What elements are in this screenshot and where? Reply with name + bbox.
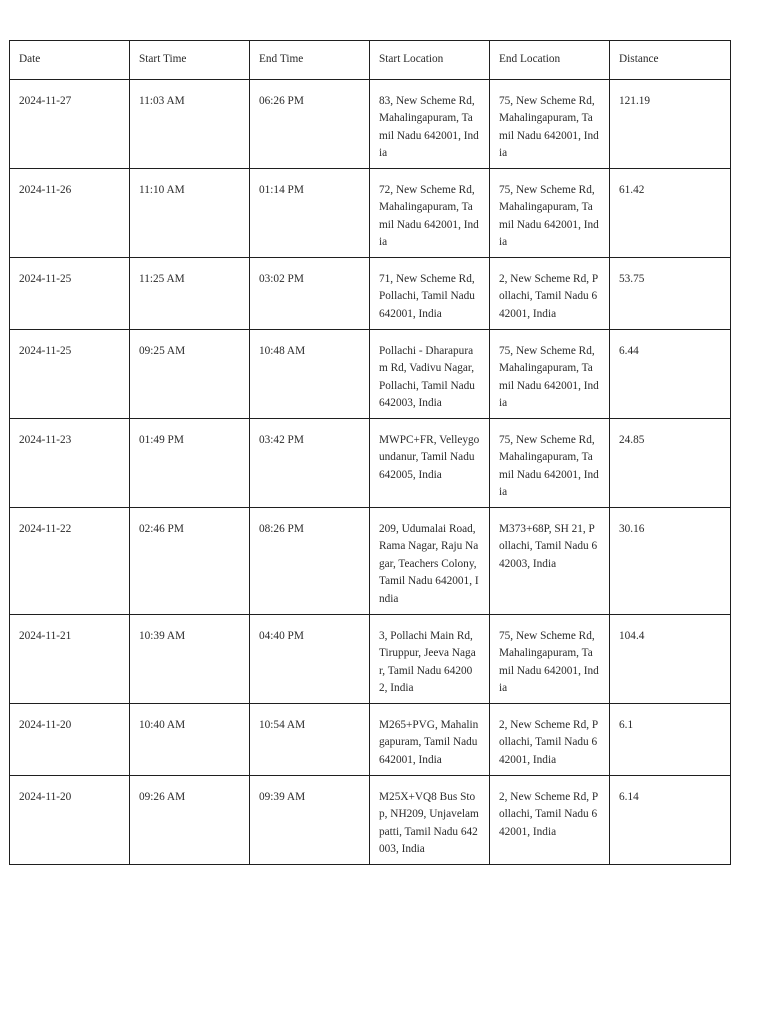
cell-start-time: 10:40 AM	[130, 704, 250, 776]
cell-distance: 6.1	[610, 704, 731, 776]
cell-start-time: 02:46 PM	[130, 508, 250, 615]
cell-start-location: 72, New Scheme Rd, Mahalingapuram, Tamil Nadu 642001, India	[370, 169, 490, 258]
table-row	[10, 776, 731, 865]
cell-distance: 6.14	[610, 776, 731, 865]
cell-start-time: 09:25 AM	[130, 330, 250, 419]
column-header-distance: Distance	[610, 41, 731, 80]
cell-distance: 30.16	[610, 508, 731, 615]
cell-distance: 104.4	[610, 615, 731, 704]
cell-start-time: 10:39 AM	[130, 615, 250, 704]
cell-end-time: 10:54 AM	[250, 704, 370, 776]
cell-start-time: 11:03 AM	[130, 80, 250, 169]
cell-date: 2024-11-20	[10, 704, 130, 776]
column-header-end-location: End Location	[490, 41, 610, 80]
cell-end-time: 03:02 PM	[250, 258, 370, 330]
cell-distance: 53.75	[610, 258, 731, 330]
cell-end-time: 09:39 AM	[250, 776, 370, 865]
cell-start-time: 01:49 PM	[130, 419, 250, 508]
cell-end-location: 75, New Scheme Rd, Mahalingapuram, Tamil Nadu 642001, India	[490, 169, 610, 258]
cell-end-time: 10:48 AM	[250, 330, 370, 419]
cell-end-time: 01:14 PM	[250, 169, 370, 258]
column-header-date: Date	[10, 41, 130, 80]
cell-start-location: M25X+VQ8 Bus Stop, NH209, Unjavelampatti, Tamil Nadu 642003, India	[370, 776, 490, 865]
cell-end-location: 75, New Scheme Rd, Mahalingapuram, Tamil Nadu 642001, India	[490, 419, 610, 508]
cell-distance: 6.44	[610, 330, 731, 419]
cell-end-location: 75, New Scheme Rd, Mahalingapuram, Tamil Nadu 642001, India	[490, 330, 610, 419]
table-row	[10, 330, 731, 419]
cell-start-location: Pollachi - Dharapuram Rd, Vadivu Nagar, Pollachi, Tamil Nadu 642003, India	[370, 330, 490, 419]
cell-date: 2024-11-20	[10, 776, 130, 865]
cell-distance: 61.42	[610, 169, 731, 258]
table-row	[10, 615, 731, 704]
cell-start-location: MWPC+FR, Velleygoundanur, Tamil Nadu 642005, India	[370, 419, 490, 508]
cell-start-time: 11:10 AM	[130, 169, 250, 258]
cell-date: 2024-11-22	[10, 508, 130, 615]
cell-start-location: 71, New Scheme Rd, Pollachi, Tamil Nadu 642001, India	[370, 258, 490, 330]
cell-start-time: 11:25 AM	[130, 258, 250, 330]
cell-start-location: 3, Pollachi Main Rd, Tiruppur, Jeeva Nagar, Tamil Nadu 642002, India	[370, 615, 490, 704]
cell-start-time: 09:26 AM	[130, 776, 250, 865]
column-header-start-location: Start Location	[370, 41, 490, 80]
table-row	[10, 169, 731, 258]
cell-end-location: 2, New Scheme Rd, Pollachi, Tamil Nadu 642001, India	[490, 776, 610, 865]
cell-date: 2024-11-25	[10, 330, 130, 419]
cell-date: 2024-11-26	[10, 169, 130, 258]
table-row	[10, 80, 731, 169]
column-header-end-time: End Time	[250, 41, 370, 80]
cell-end-location: 75, New Scheme Rd, Mahalingapuram, Tamil Nadu 642001, India	[490, 80, 610, 169]
cell-distance: 121.19	[610, 80, 731, 169]
cell-end-time: 08:26 PM	[250, 508, 370, 615]
cell-start-location: 209, Udumalai Road, Rama Nagar, Raju Nagar, Teachers Colony, Tamil Nadu 642001, India	[370, 508, 490, 615]
cell-date: 2024-11-27	[10, 80, 130, 169]
cell-end-location: 75, New Scheme Rd, Mahalingapuram, Tamil Nadu 642001, India	[490, 615, 610, 704]
column-header-start-time: Start Time	[130, 41, 250, 80]
cell-start-location: M265+PVG, Mahalingapuram, Tamil Nadu 642001, India	[370, 704, 490, 776]
cell-start-location: 83, New Scheme Rd, Mahalingapuram, Tamil Nadu 642001, India	[370, 80, 490, 169]
cell-end-location: 2, New Scheme Rd, Pollachi, Tamil Nadu 642001, India	[490, 704, 610, 776]
cell-end-time: 06:26 PM	[250, 80, 370, 169]
table-row	[10, 419, 731, 508]
cell-date: 2024-11-23	[10, 419, 130, 508]
cell-end-location: M373+68P, SH 21, Pollachi, Tamil Nadu 642003, India	[490, 508, 610, 615]
table-row	[10, 258, 731, 330]
cell-distance: 24.85	[610, 419, 731, 508]
table-row	[10, 508, 731, 615]
cell-end-time: 03:42 PM	[250, 419, 370, 508]
cell-date: 2024-11-21	[10, 615, 130, 704]
trip-log-table	[9, 40, 731, 865]
cell-end-time: 04:40 PM	[250, 615, 370, 704]
cell-date: 2024-11-25	[10, 258, 130, 330]
cell-end-location: 2, New Scheme Rd, Pollachi, Tamil Nadu 642001, India	[490, 258, 610, 330]
table-header-row	[10, 41, 731, 80]
table-row	[10, 704, 731, 776]
